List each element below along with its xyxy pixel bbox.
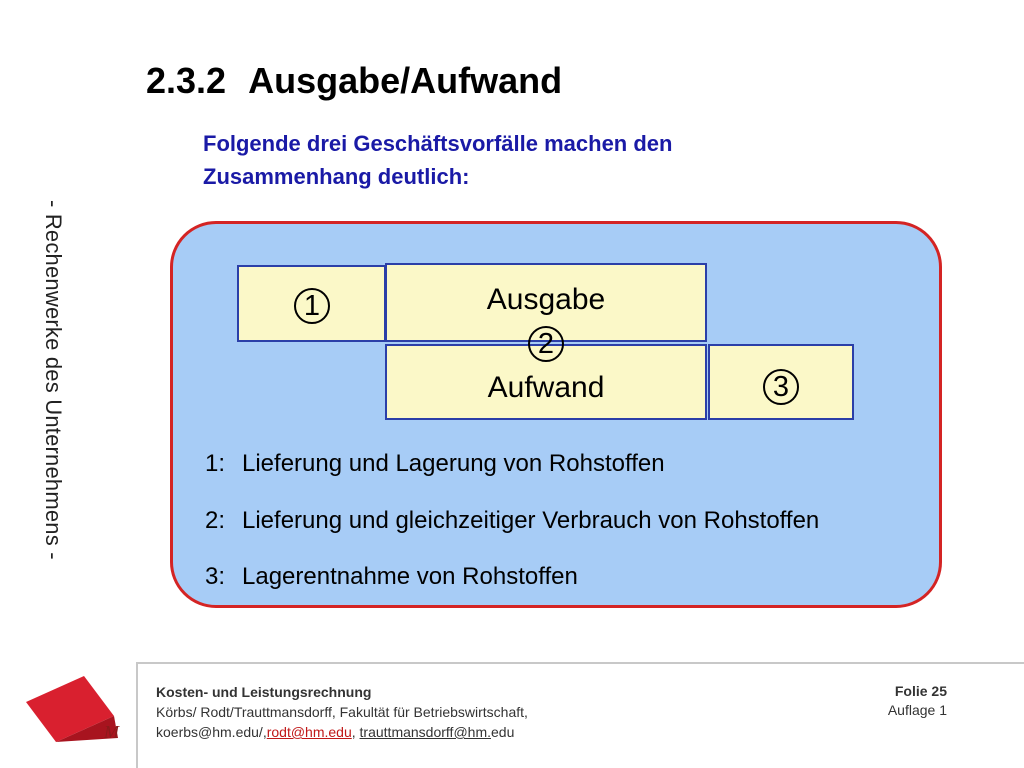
email-rodt-link[interactable]: rodt@hm.edu (266, 724, 352, 740)
footer-course: Kosten- und Leistungsrechnung (156, 684, 372, 700)
footer-emails (156, 722, 528, 742)
footer-divider (136, 662, 1024, 664)
footer-authors: Körbs/ Rodt/Trauttmansdorff, Fakultät für Betriebswirtschaft, (156, 704, 528, 720)
section-title: Ausgabe/Aufwand (248, 60, 563, 101)
marker-2: 2 (528, 326, 564, 362)
email-suffix: edu (491, 724, 515, 740)
legend-num: 3: (205, 563, 226, 590)
legend-item-1 (205, 450, 665, 478)
email-trauttmansdorff-link[interactable]: trauttmansdorff@hm. (359, 724, 491, 740)
legend-text: Lieferung und gleichzeitiger Verbrauch von Rohstoffen (242, 507, 820, 534)
subtitle: Folgende drei Geschäftsvorfälle machen den Zusammenhang deutlich: (203, 131, 673, 189)
section-number: 2.3.2 (146, 60, 227, 101)
side-caption: - Rechenwerke des Unternehmens - (41, 200, 66, 560)
email-koerbs: koerbs@hm.edu/, (156, 724, 267, 740)
legend-num: 2: (205, 507, 226, 534)
legend-text: Lagerentnahme von Rohstoffen (242, 563, 578, 590)
legend-item-2 (205, 507, 819, 535)
footer-slide-info (888, 682, 947, 720)
marker-3: 3 (763, 369, 799, 405)
email-separator: , (351, 724, 360, 740)
marker-1: 1 (294, 288, 330, 324)
legend-item-3 (205, 563, 578, 591)
hm-logo-icon (22, 672, 126, 749)
legend-text: Lieferung und Lagerung von Rohstoffen (242, 450, 665, 477)
box-ausgabe-label: Ausgabe (486, 282, 606, 316)
box-aufwand-label: Aufwand (487, 371, 605, 404)
footer-info (156, 682, 528, 742)
slide-number: Folie 25 (894, 683, 947, 699)
logo-letter: M (104, 722, 119, 742)
page-title (146, 60, 562, 102)
footer-divider-vertical (136, 662, 138, 768)
legend-num: 1: (205, 450, 226, 477)
edition: Auflage 1 (887, 702, 947, 718)
